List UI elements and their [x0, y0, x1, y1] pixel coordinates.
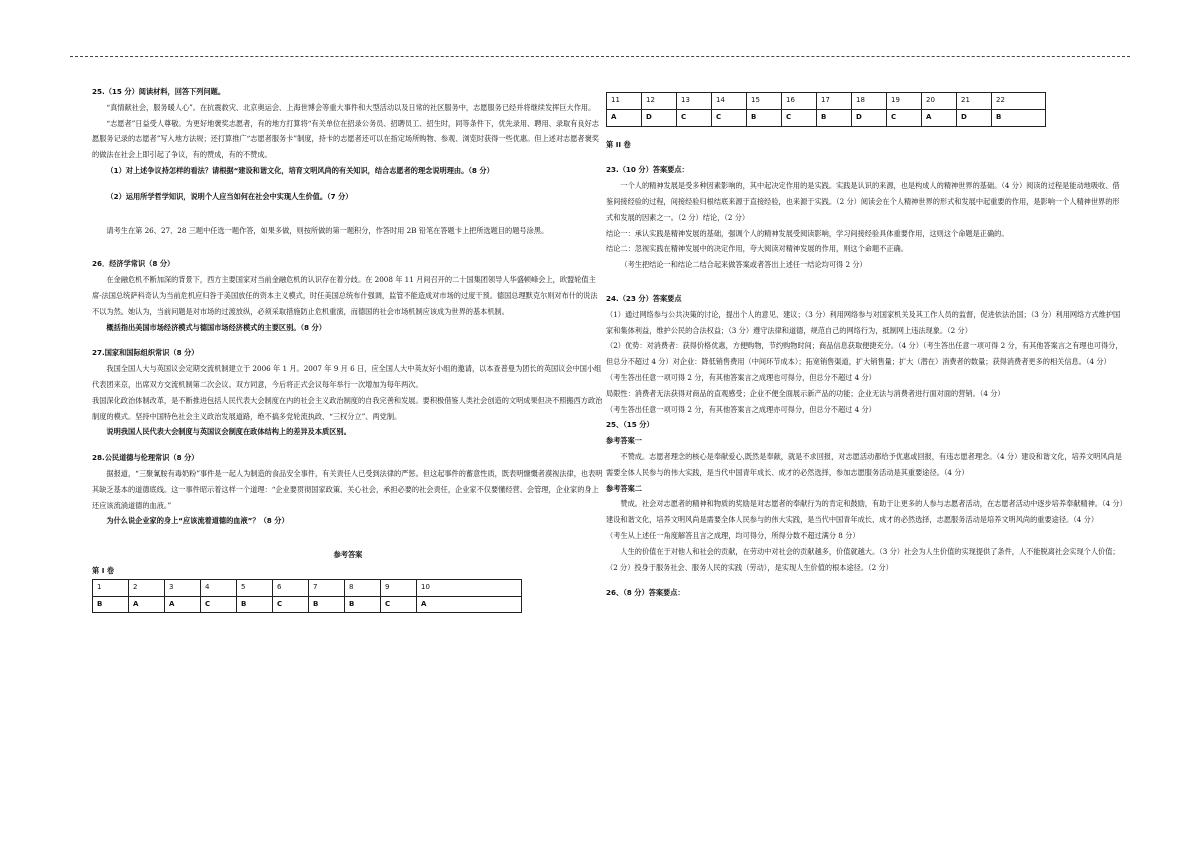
table-cell: B: [747, 109, 782, 126]
q27-question: 说明我国人民代表大会制度与英国议会制度在政体结构上的差异及本质区别。: [106, 427, 351, 437]
q27-paragraph-1: 我国全国人大与英国议会定期交流机制建立于 2006 年 1 月。2007 年 9 月 6 日，应全国人大中英友好小组的邀请，以本查普曼为团长的英国议会中国小组代表团来京，出席双方交流机制第二次会议。双方同意，今后将正式会议每年举行一次增加为每年两次。: [92, 364, 602, 389]
table-cell: A: [129, 596, 165, 613]
answer-table-1-answers: [93, 596, 522, 613]
a24-limitations: 局限性：消费者无法获得对商品的直观感受；企业不便全面展示新产品的功能；企业无法与消费者进行面对面的营销。（4 分）: [606, 388, 1005, 398]
table-cell: 12: [642, 93, 677, 110]
a25-note: （考生从上述任一角度解答且言之成理，均可得分，所得分数不超过满分 8 分）: [606, 530, 860, 540]
table-cell: 8: [345, 579, 381, 596]
answer-table-2: [606, 92, 1046, 127]
table-cell: B: [345, 596, 381, 613]
table-cell: B: [992, 109, 1046, 126]
a23-paragraph: 一个人的精神发展是受多种因素影响的，其中起决定作用的是实践。实践是认识的来源，也是构成人的精神世界的基础。（4 分）阅读的过程是能动地吸收、借鉴间接经验的过程，间接经验归根结底来源于直接经验，也来源于实践。（2 分）阅读会在个人精神世界的形式和发展中起重要的作用，是影响一个人精神世界的形式和发展的因素之一。（2 分）结论，（2 分）: [606, 181, 1120, 222]
q25-paragraph-2: “志愿者”日益受人尊敬。为更好地褒奖志愿者，有的地方打算将“有关单位在招录公务员、招聘员工、招生时，同等条件下，优先录用、聘用、录取有良好志愿服务记录的志愿者”写入地方法规；还打算推广“志愿者服务卡”制度，持卡的志愿者还可以在指定场所购物、参观、浏览时获得一些优惠。但上述对志愿者褒奖的做法在社会上即引起了争议，有的赞成，有的不赞成。: [92, 118, 599, 160]
table-cell: A: [607, 109, 642, 126]
table-cell: D: [957, 109, 992, 126]
table-cell: 4: [201, 579, 237, 596]
a24-title: 24.（23 分）答案要点: [606, 293, 682, 303]
table-cell: 20: [922, 93, 957, 110]
table-cell: B: [817, 109, 852, 126]
answer-table-2-numbers: [607, 93, 1046, 110]
part2-heading: 第 II 卷: [606, 139, 631, 149]
table-cell: 3: [165, 579, 201, 596]
q28-paragraph: 据报道，“三聚氰胺有毒奶粉”事件是一起人为制造的食品安全事件，有关责任人已受到法律的严惩。但这起事件的蓄意性质，既表明慷慨者漠视法律，也表明其缺乏基本的道德底线。这一事件昭示着这样一个道理：“企业要贯彻国家政策、关心社会，承担必要的社会责任，企业家不仅要懂经营、会管理，企业家的身上还应该流淌道德的血液。”: [92, 468, 603, 510]
table-cell: C: [381, 596, 417, 613]
left-column: [92, 84, 604, 613]
table-cell: D: [852, 109, 887, 126]
choose-question-note: 请考生在第 26、27、28 三题中任选一题作答，如果多做，则按所做的第一题积分，作答时用 2B 铅笔在答题卡上把所选题目的题号涂黑。: [106, 225, 549, 235]
table-cell: B: [93, 596, 129, 613]
table-cell: 15: [747, 93, 782, 110]
table-cell: C: [712, 109, 747, 126]
q25-question-2: （2）运用所学哲学知识，说明个人应当如何在社会中实现人生价值。（7 分）: [106, 191, 353, 201]
a23-conclusion-2: 结论二：忽视实践在精神发展中的决定作用，夸大阅读对精神发展的作用，则这个命题不正确。: [606, 244, 908, 254]
q25-question-1: （1）对上述争议持怎样的看法？请根据“建设和谐文化，培育文明风尚的有关知识，结合志愿者的理念说明理由。（8 分）: [106, 165, 494, 175]
table-cell: A: [922, 109, 957, 126]
a23-note: （考生把结论一和结论二结合起来做答案或者答出上述任一结论均可得 2 分）: [620, 260, 867, 270]
q26-question: 概括指出美国市场经济模式与德国市场经济模式的主要区别。（8 分）: [106, 322, 326, 332]
page-top-divider: [70, 56, 1130, 57]
table-cell: C: [677, 109, 712, 126]
a25-ref-1-heading: 参考答案一: [606, 436, 642, 446]
table-cell: C: [782, 109, 817, 126]
table-cell: 14: [712, 93, 747, 110]
a25-part-2: 人生的价值在于对他人和社会的贡献，在劳动中对社会的贡献越多，价值就越大。（3 分）社会为人生价值的实现提供了条件，人不能脱离社会实现个人价值；（2 分）投身于服务社会、服务人民的实践（劳动），是实现人生价值的根本途径。（2 分）: [606, 546, 1120, 572]
a25-ref-2: 赞成。社会对志愿者的精神和物质的奖励是对志愿者的奉献行为的肯定和鼓励，有助于让更多的人参与志愿者活动，在志愿者活动中逐步培养奉献精神。（4 分）建设和谐文化，培养文明风尚是需要全体人民参与的伟大实践，是当代中国青年成长、成才的必然选择，志愿服务活动是培养文明风尚的重要途径。（4 分）: [606, 499, 1124, 525]
a26-title: 26、（8 分）答案要点：: [606, 588, 685, 598]
table-cell: C: [887, 109, 922, 126]
right-column: [606, 92, 1126, 601]
q26-paragraph: 在金融危机不断加深的背景下，西方主要国家对当前金融危机的认识存在着分歧。在 2008 年 11 月间召开的二十国集团领导人华盛顿峰会上，欧盟轮值主席-法国总统萨科奇认为当前危机应归咎于美国放任的资本主义模式，时任美国总统布什强调，监管不能造成对市场的过度干预。德国总理默克尔则对布什的说法不以为然。她认为，当前问题是对市场的过渡放纵，必须采取措施防止危机重演，而德国的社会市场机制应该成为世界的基本机制。: [92, 275, 598, 316]
answer-table-1: [92, 579, 522, 614]
table-cell: 6: [273, 579, 309, 596]
table-cell: 22: [992, 93, 1046, 110]
q28-question: 为什么说企业家的身上“应该流着道德的血液”？（8 分）: [106, 516, 289, 526]
q28-title: 28.公民道德与伦理常识（8 分）: [92, 453, 199, 463]
a25-ref-1: 不赞成。志愿者理念的核心是奉献爱心,既然是奉献，就是不求回报，对志愿活动都给予优惠或回报，有违志愿者理念。（4 分）建设和谐文化，培养文明风尚是需要全体人民参与的伟大实践，是当代中国青年成长、成才的必然选择，参加志愿服务活动是其重要途径。（4 分）: [606, 451, 1122, 477]
table-cell: 18: [852, 93, 887, 110]
q26-title: 26．经济学常识（8 分）: [92, 259, 175, 269]
q27-title: 27.国家和国际组织常识（8 分）: [92, 348, 199, 358]
answer-table-1-numbers: [93, 579, 522, 596]
a23-title: 23.（10 分）答案要点：: [606, 165, 689, 175]
table-cell: 9: [381, 579, 417, 596]
table-cell: 7: [309, 579, 345, 596]
table-cell: C: [201, 596, 237, 613]
table-cell: A: [417, 596, 522, 613]
table-cell: 17: [817, 93, 852, 110]
q27-paragraph-2: 我国深化政治体制改革，是不断推进包括人民代表大会制度在内的社会主义政治制度的自我完善和发展。要积极借鉴人类社会创造的文明成果但决不照搬西方政治制度的模式。坚持中国特色社会主义政治发展道路，绝不搞多党轮流执政、“三权分立”、两党制。: [92, 395, 603, 421]
a24-note-1: （考生答出任意一项可得 2 分，有其他答案言之成理也可得分，但总分不超过 4 分）: [606, 372, 876, 382]
a24-note-2: （考生答出任意一项可得 2 分，有其他答案言之成理亦可得分，但总分不超过 4 分）: [606, 404, 876, 414]
a24-part-2: （2）优势：对消费者：获得价格优惠，方便购物，节约购物时间；商品信息获取便捷充分。（4 分）（考生答出任意一项可得 2 分，有其他答案言之有理也可得分，但总分不超过 4 分）对企业：降低销售费用（中间环节成本）；拓宽销售渠道，扩大销售量；扩大（潜在）消费者的数量；获得消费者更多的相关信息。（4 分）: [606, 341, 1123, 367]
part1-heading: 第 I 卷: [92, 565, 115, 575]
table-cell: 10: [417, 579, 522, 596]
table-cell: 2: [129, 579, 165, 596]
answers-title: 参考答案: [333, 550, 363, 560]
q25-paragraph-1: “真情献社会，服务暖人心”。在抗震救灾、北京奥运会、上海世博会等重大事件和大型活动以及日常的社区服务中，志愿服务已经并将继续发挥巨大作用。: [106, 102, 596, 112]
table-cell: B: [237, 596, 273, 613]
table-cell: 21: [957, 93, 992, 110]
a25-ref-2-heading: 参考答案二: [606, 483, 642, 493]
table-cell: 19: [887, 93, 922, 110]
a23-conclusion-1: 结论一：承认实践是精神发展的基础，强调个人的精神发展受阅读影响，学习间接经验具体重要作用，这则这个命题是正确的。: [606, 228, 1009, 238]
table-cell: 1: [93, 579, 129, 596]
table-cell: C: [273, 596, 309, 613]
q25-title: 25.（15 分）阅读材料，回答下列问题。: [92, 87, 226, 96]
answer-table-2-answers: [607, 109, 1046, 126]
table-cell: 13: [677, 93, 712, 110]
table-cell: D: [642, 109, 677, 126]
table-cell: 5: [237, 579, 273, 596]
table-cell: 11: [607, 93, 642, 110]
table-cell: 16: [782, 93, 817, 110]
a24-part-1: （1）通过网络参与公共决策的讨论，提出个人的意见、建议；（3 分）利用网络参与对国家机关及其工作人员的监督，促进依法治国；（3 分）利用网络方式维护国家和集体利益，维护公民的合法权益；（3 分）遵守法律和道德，规范自己的网络行为，抵制网上违法现象。（2 分）: [606, 309, 1121, 335]
a25-title: 25、（15 分）: [606, 420, 654, 430]
table-cell: B: [309, 596, 345, 613]
table-cell: A: [165, 596, 201, 613]
